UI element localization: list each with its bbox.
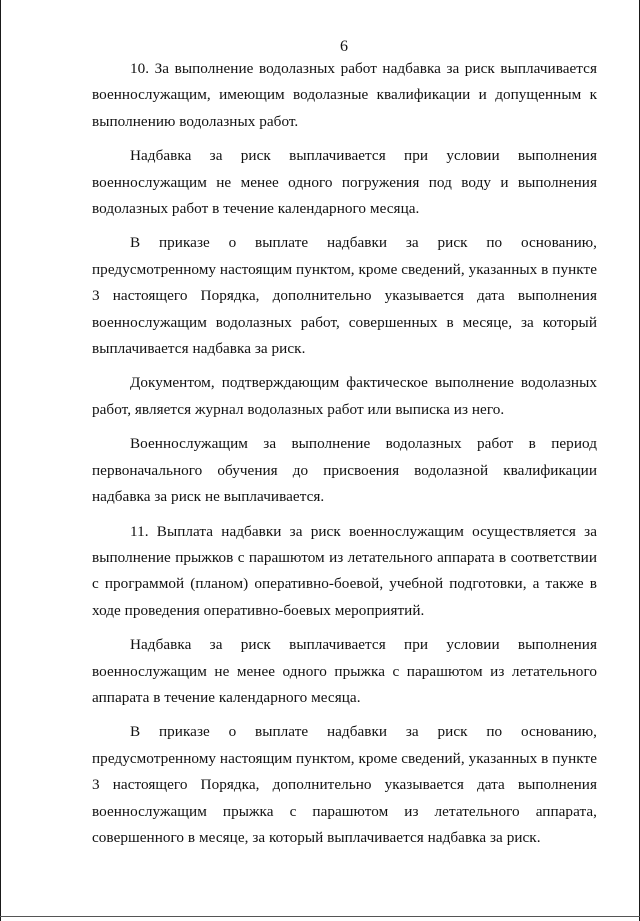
document-body [92,56,597,851]
paragraph-diving-order: В приказе о выплате надбавки за риск по основанию, предусмотренному настоящим пунктом, кроме сведений, указанных в пункте 3 настоящего Порядка, дополнительно указывается дата выполнения военнослужащим водолазных работ, совершенных в месяце, за который выплачивается надбавка за риск. [92,234,597,358]
paragraph-diving-training: Военнослужащим за выполнение водолазных работ в период первоначального обучения до присвоения водолазной квалификации надбавка за риск не выплачивается. [92,435,597,506]
paragraph-parachute-order: В приказе о выплате надбавки за риск по основанию, предусмотренному настоящим пунктом, кроме сведений, указанных в пункте 3 настоящего Порядка, дополнительно указывается дата выполнения военнослужащим прыжка с парашютом из летательного аппарата, совершенного в месяце, за который выплачивается надбавка за риск. [92,723,597,846]
scan-edge-left [0,0,1,921]
paragraph-item-10-diving: 10. За выполнение водолазных работ надбавка за риск выплачивается военнослужащим, имеющим водолазные квалификации и допущенным к выполнению водолазных работ. [92,60,597,130]
paragraph-diving-document: Документом, подтверждающим фактическое выполнение водолазных работ, является журнал водолазных работ или выписка из него. [92,374,597,418]
page-number: 6 [340,38,348,55]
scan-edge-bottom [0,916,640,917]
paragraph-diving-condition: Надбавка за риск выплачивается при условии выполнения военнослужащим не менее одного погружения под воду и выполнения водолазных работ в течение календарного месяца. [92,147,597,218]
paragraph-parachute-condition: Надбавка за риск выплачивается при условии выполнения военнослужащим не менее одного прыжка с парашютом из летательного аппарата в течение календарного месяца. [92,636,597,706]
paragraph-item-11-parachute: 11. Выплата надбавки за риск военнослужащим осуществляется за выполнение прыжков с парашютом из летательного аппарата в соответствии с программой (планом) оперативно-боевой, учебной подготовки, а также в ходе проведения оперативно-боевых мероприятий. [92,522,597,619]
